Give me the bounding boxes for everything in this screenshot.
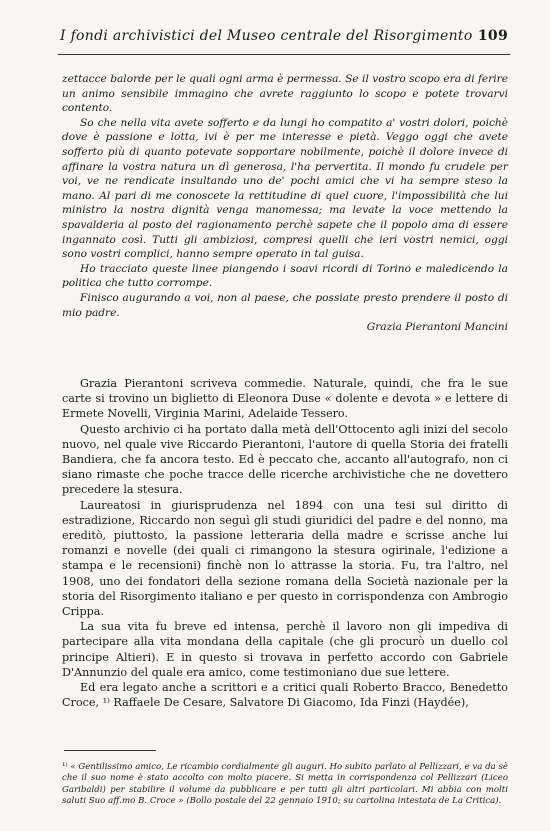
letter-paragraph: So che nella vita avete sofferto e da lungi ho compatito a' vostri dolori, poichè dove è passione e lotta, ivi è per me interesse e pietà. Veggo oggi che avete sofferto più di quanto potevate sopportare nobilmente, poichè il dolore invece di affinare la vostra natura un dì generosa, l'ha pervertita. Il mondo fu crudele per voi, ve ne rendicate insultando uno de' pochi amici che vi ha sempre steso la mano. Al pari di me conoscete la rettitudine di quel cuore, l'impossibilità che lui ministro la nostra dignità venga manomessa; ma levate la voce mettendo la spavalderia al posto del ragionamento perchè sapete che il popolo ama di essere ingannato così. Tutti gli ambiziosi, compresi quelli che ieri vostri nemici, oggi sono vostri complici, hanno sempre operato in tal guisa.: [62, 116, 508, 261]
body-paragraph: Grazia Pierantoni scriveva commedie. Naturale, quindi, che fra le sue carte si trovino un biglietto di Eleonora Duse « dolente e devota » e lettere di Ermete Novelli, Virginia Marini, Adelaide Tessero.: [62, 377, 508, 421]
letter-paragraph: Ho tracciato queste linee piangendo i soavi ricordi di Torino e maledicendo la politica che tutto corrompe.: [62, 262, 508, 290]
letter-paragraph: zettacce balorde per le quali ogni arma è permessa. Se il vostro scopo era di ferire un animo sensibile immagino che avrete raggiunto lo scopo e potete trovarvi contento.: [62, 73, 508, 115]
page-header: [60, 28, 508, 50]
body-text: [62, 376, 508, 710]
page-number: 109: [477, 28, 508, 44]
body-paragraph: Questo archivio ci ha portato dalla metà dell'Ottocento agli inizi del secolo nuovo, nel quale vive Riccardo Pierantoni, l'autore di quella Storia dei fratelli Bandiera, che fa ancora testo. Ed è peccato che, accanto all'autografo, non ci siano rimaste che poche tracce delle ricerche archivistiche che ne dovettero precedere la stesura.: [62, 422, 508, 497]
quoted-letter: [62, 72, 508, 335]
body-paragraph: Ed era legato anche a scrittori e a critici quali Roberto Bracco, Benedetto Croce, ¹⁾ Raffaele De Cesare, Salvatore Di Giacomo, Ida Finzi (Haydée),: [62, 681, 508, 710]
footnote: [62, 762, 508, 808]
footnote-text: « Gentilissimo amico, Le ricambio cordialmente gli auguri. Ho subito parlato al Pellizzari, e va da sè che il suo nome è stato accolto con molto piacere. Si metta in corrispondenza col Pellizzari (Liceo Garibaldi) per stabilire il volume da pubblicare e per tutti gli altri particolari. Mi abbia con molti saluti Suo aff.mo B. Croce » (Bollo postale del 22 gennaio 1910; su cartolina intestata de La Critica).: [62, 762, 508, 807]
footnote-number: ¹⁾: [62, 762, 68, 772]
header-rule: [58, 54, 510, 55]
footnote-rule: [64, 750, 156, 751]
letter-signature: Grazia Pierantoni Mancini: [366, 321, 508, 334]
body-paragraph: La sua vita fu breve ed intensa, perchè il lavoro non gli impediva di partecipare alla vita mondana della capitale (che gli procurò un duello col principe Altieri). E in questo si trovava in perfetto accordo con Gabriele D'Annunzio del quale era amico, come testimoniano due sue lettere.: [62, 620, 508, 679]
running-title: I fondi archivistici del Museo centrale del Risorgimento: [60, 28, 473, 44]
letter-paragraph: Finisco augurando a voi, non al paese, che possiate presto prendere il posto di mio padre.: [62, 291, 508, 319]
body-paragraph: Laureatosi in giurisprudenza nel 1894 con una tesi sul diritto di estradizione, Riccardo non seguì gli studi giuridici del padre e del nonno, ma ereditò, piuttosto, la passione letteraria della madre e scrisse anche lui romanzi e novelle (dei quali ci rimangono la stesura ogirinale, l'edizione a stampa e le recensioni) finchè non lo attrasse la storia. Fu, tra l'altro, nel 1908, uno dei fondatori della sezione romana della Società nazionale per la storia del Risorgimento italiano e per questo in corrispondenza con Ambrogio Crippa.: [62, 498, 508, 619]
